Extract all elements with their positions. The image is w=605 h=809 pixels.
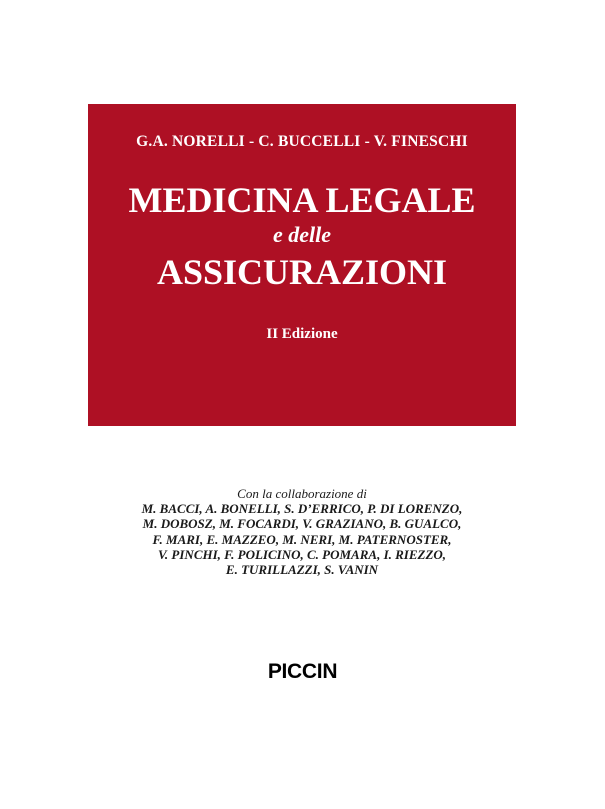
title-secondary: ASSICURAZIONI — [156, 252, 448, 292]
collaborators-intro: Con la collaborazione di — [237, 486, 367, 501]
collaborators-line: E. TURILLAZZI, S. VANIN — [225, 562, 379, 578]
collaborators-line: M. DOBOSZ, M. FOCARDI, V. GRAZIANO, B. GUALCO, — [142, 516, 462, 532]
cover-band — [88, 104, 516, 426]
publisher-logo: PICCIN — [267, 660, 338, 683]
collaborators-line: V. PINCHI, F. POLICINO, C. POMARA, I. RIEZZO, — [157, 546, 447, 562]
collaborators-line: F. MARI, E. MAZZEO, M. NERI, M. PATERNOSTER, — [152, 531, 452, 547]
title-main: MEDICINA LEGALE — [128, 180, 476, 220]
collaborators-block — [88, 486, 516, 577]
edition-label: II Edizione — [266, 326, 338, 342]
authors: G.A. NORELLI - C. BUCCELLI - V. FINESCHI — [136, 133, 468, 150]
title-connector: e delle — [272, 222, 332, 247]
collaborators-line: M. BACCI, A. BONELLI, S. D’ERRICO, P. DI LORENZO, — [141, 501, 463, 517]
